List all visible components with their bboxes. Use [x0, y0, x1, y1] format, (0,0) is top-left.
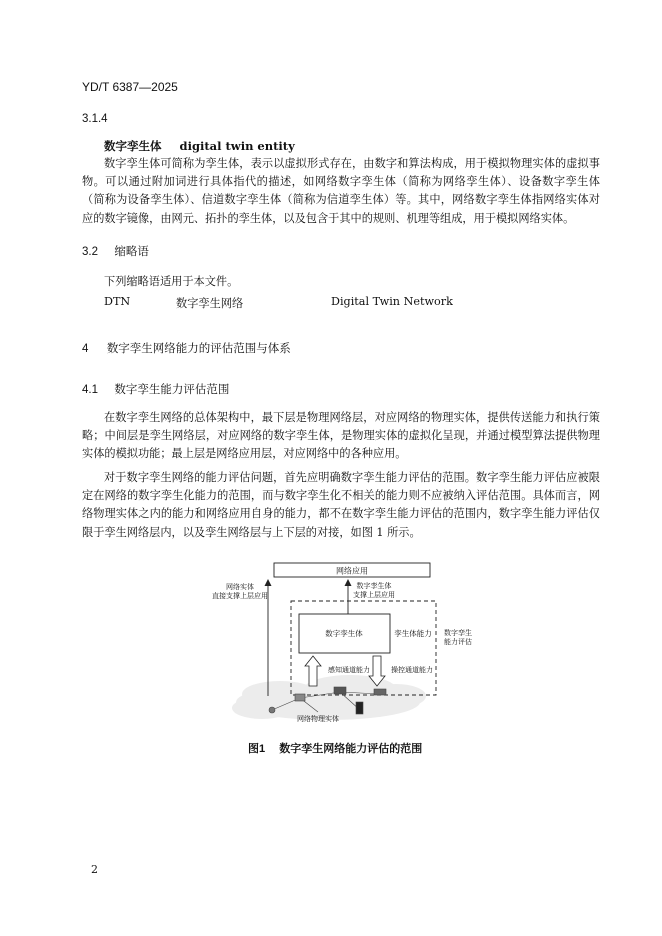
figure-title: 数字孪生网络能力评估的范围 — [279, 743, 423, 755]
term-en: digital twin entity — [179, 139, 295, 153]
abbrev-zh: 数字孪生网络 — [176, 297, 244, 310]
term-heading — [104, 138, 295, 154]
physical-entity-label: 网络物理实体 — [297, 715, 339, 723]
digital-twin-label: 数字孪生体 — [325, 629, 363, 638]
section-number: 4 — [82, 343, 89, 355]
control-channel-label: 操控通道能力 — [391, 666, 433, 674]
twin-capability-label: 孪生体能力 — [394, 629, 432, 638]
section-title: 缩略语 — [114, 246, 149, 258]
mid-label-2: 支撑上层应用 — [353, 591, 395, 599]
section-heading-3-2 — [82, 243, 149, 259]
section-number: 3.2 — [82, 246, 98, 258]
abbrev-en: Digital Twin Network — [331, 295, 453, 308]
section-title: 数字孪生能力评估范围 — [114, 384, 230, 396]
abbrev-intro: 下列缩略语适用于本文件。 — [104, 275, 239, 288]
page-number: 2 — [91, 863, 98, 876]
sense-channel-label: 感知通道能力 — [328, 666, 370, 674]
abbrev-abbr: DTN — [104, 295, 131, 308]
eval-label-1: 数字孪生 — [444, 629, 472, 637]
physical-network-cloud — [232, 675, 426, 720]
section-heading-4-1 — [82, 381, 229, 397]
clause-number: 3.1.4 — [82, 113, 108, 125]
figure-caption — [248, 740, 422, 756]
term-definition: 数字孪生体可简称为孪生体，表示以虚拟形式存在，由数字和算法构成，用于模拟物理实体的虚拟事物。可以通过附加词进行具体指代的描述，如网络数字孪生体（简称为网络孪生体）、设备数字孪生体（简称为设备孪生体）、信道数字孪生体（简称为信道孪生体）等。其中，网络数字孪生体指网络实体对应的数字镜像，由网元、拓扑的孪生体，以及包含于其中的规则、机理等组成，用于模拟网络实体。 — [82, 157, 600, 225]
figure-1-diagram — [200, 562, 490, 734]
paragraph-architecture: 在数字孪生网络的总体架构中，最下层是物理网络层，对应网络的物理实体，提供传送能力和执行策略；中间层是孪生网络层，对应网络的数字孪生体，是物理实体的虚拟化呈现，并通过模型算法提供物理实体的模拟功能；最上层是网络应用层，对应网络中的各种应用。 — [82, 411, 600, 461]
section-title: 数字孪生网络能力的评估范围与体系 — [106, 343, 291, 355]
figure-number: 图1 — [248, 743, 266, 755]
left-label-1: 网络实体 — [226, 583, 254, 591]
term-zh: 数字孪生体 — [104, 139, 162, 153]
mid-label-1: 数字孪生体 — [356, 582, 392, 590]
section-heading-4 — [82, 340, 291, 356]
left-label-2: 直接支撑上层应用 — [212, 592, 268, 600]
network-app-label: 网络应用 — [336, 566, 368, 576]
paragraph-scope: 对于数字孪生网络的能力评估问题，首先应明确数字孪生能力评估的范围。数字孪生能力评估应被限定在网络的数字孪生化能力的范围，而与数字孪生化不相关的能力则不应被纳入评估范围。具体而言，网络物理实体之内的能力和网络应用自身的能力，都不在数字孪生能力评估的范围内，数字孪生能力评估仅限于孪生网络层内，以及孪生网络层与上下层的对接，如图 1 所示。 — [82, 471, 600, 539]
eval-label-2: 能力评估 — [444, 638, 472, 646]
section-number: 4.1 — [82, 384, 98, 396]
document-code: YD/T 6387—2025 — [82, 80, 178, 94]
